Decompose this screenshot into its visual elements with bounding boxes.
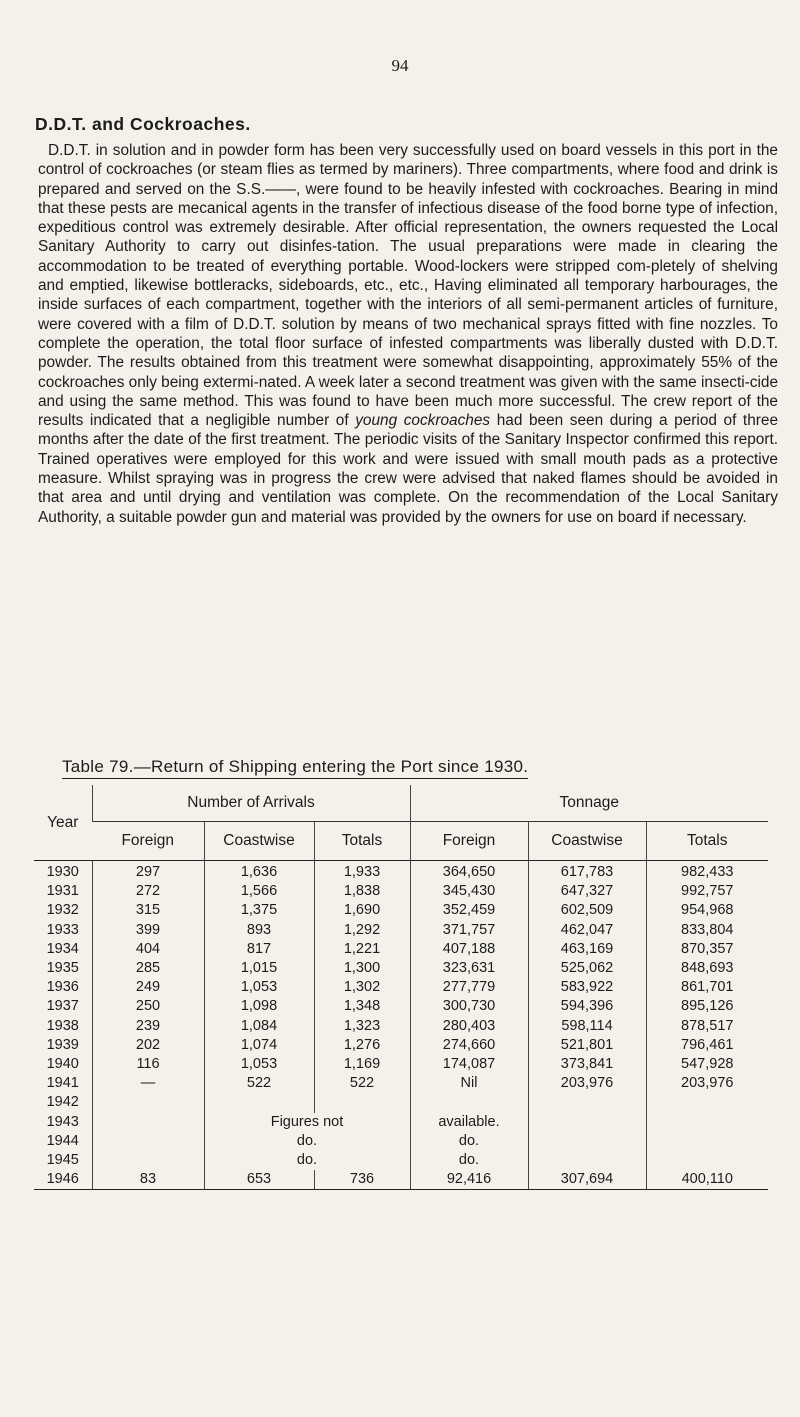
header-tonnage: Tonnage: [410, 785, 768, 822]
table-row: [34, 1093, 768, 1112]
cell-foreign-arrivals: 272: [92, 882, 204, 901]
cell-total-arrivals: 1,169: [314, 1055, 410, 1074]
cell-foreign-tonnage: 345,430: [410, 882, 528, 901]
cell-foreign-arrivals: 297: [92, 861, 204, 883]
table-row: [34, 959, 768, 978]
ditto-mark: do.: [410, 1132, 528, 1151]
ditto-mark: do.: [410, 1151, 528, 1170]
table-row: [34, 1113, 768, 1132]
cell-total-tonnage: 861,701: [646, 978, 768, 997]
cell-total-arrivals: 1,690: [314, 901, 410, 920]
cell-total-arrivals: 1,323: [314, 1017, 410, 1036]
table-row: [34, 997, 768, 1016]
paragraph-part-1: D.D.T. in solution and in powder form has been very successfully used on board vessels in this port in the control of cockroaches (or steam flies as termed by mariners). Three compartments, where food and drink is prepared and served on the S.S.——, were found to be heavily infested with cockroaches. Bearing in mind that these pests are mecanical agents in the transfer of infectious disease of the food borne type of infection, expeditious control was extremely desirable. After official representation, the owners requested the Local Sanitary Authority to carry out disinfes-tation. The usual preparations were made in clearing the accommodation to be treated of everything portable. Wood-lockers were stripped com-pletely of shelving and emptied, likewise bottleracks, sideboards, etc., etc., Having eliminated all temporary harbourages, the inside surfaces of each compartment, together with the interiors of all semi-permanent articles of furniture, were covered with a film of D.D.T. solution by means of two mechanical sprays fitted with fine nozzles. To complete the operation, the total floor surface of infested compartments was liberally dusted with D.D.T. powder. The results obtained from this treatment were somewhat disappointing, approximately 55% of the cockroaches only being extermi-nated. A week later a second treatment was given with the same insecti-cide and using the same method. This was found to have been much more successful. The crew report of the results indicated that a negligible number of: [38, 142, 778, 430]
cell-total-tonnage: 992,757: [646, 882, 768, 901]
cell-total-arrivals: 1,838: [314, 882, 410, 901]
cell-foreign-tonnage: Nil: [410, 1074, 528, 1093]
cell-coastwise-tonnage: 598,114: [528, 1017, 646, 1036]
cell-coastwise-tonnage: 307,694: [528, 1170, 646, 1190]
cell-year: 1933: [46, 921, 79, 938]
cell-year: 1930: [46, 864, 79, 880]
cell-foreign-arrivals: 404: [92, 940, 204, 959]
cell-year: 1931: [46, 883, 79, 900]
cell-coastwise-arrivals: 1,566: [204, 882, 314, 901]
cell-foreign-arrivals: 116: [92, 1055, 204, 1074]
figures-not-note: Figures not: [204, 1113, 410, 1132]
cell-coastwise-arrivals: 893: [204, 921, 314, 940]
cell-foreign-tonnage: 371,757: [410, 921, 528, 940]
cell-total-tonnage: 878,517: [646, 1017, 768, 1036]
cell-foreign-arrivals: 249: [92, 978, 204, 997]
cell-coastwise-arrivals: 1,053: [204, 1055, 314, 1074]
cell-coastwise-arrivals: 653: [204, 1170, 314, 1190]
cell-total-arrivals: 1,302: [314, 978, 410, 997]
cell-year: 1946: [34, 1170, 92, 1190]
table-row: [34, 861, 768, 883]
cell-coastwise-arrivals: 1,015: [204, 959, 314, 978]
cell-year: 1943: [46, 1113, 79, 1130]
header-arrivals-coastwise: Coastwise: [204, 822, 314, 861]
cell-foreign-tonnage: 364,650: [410, 861, 528, 883]
cell-foreign-arrivals: 285: [92, 959, 204, 978]
cell-total-arrivals: 1,292: [314, 921, 410, 940]
paragraph-italic: young cockroaches: [355, 412, 491, 430]
cell-coastwise-arrivals: 522: [204, 1074, 314, 1093]
cell-foreign-arrivals: 250: [92, 997, 204, 1016]
table-row: [34, 1055, 768, 1074]
cell-coastwise-tonnage: 594,396: [528, 997, 646, 1016]
cell-coastwise-tonnage: 617,783: [528, 861, 646, 883]
table-row: [34, 940, 768, 959]
cell-year: 1932: [46, 902, 79, 919]
header-arrivals: Number of Arrivals: [92, 785, 410, 822]
header-tonnage-totals: Totals: [646, 822, 768, 861]
cell-total-arrivals: 1,348: [314, 997, 410, 1016]
header-arrivals-foreign: Foreign: [92, 822, 204, 861]
cell-coastwise-tonnage: 583,922: [528, 978, 646, 997]
cell-foreign-arrivals: 202: [92, 1036, 204, 1055]
header-tonnage-coastwise: Coastwise: [528, 822, 646, 861]
cell-foreign-tonnage: 174,087: [410, 1055, 528, 1074]
cell-total-arrivals: 1,300: [314, 959, 410, 978]
cell-coastwise-arrivals: 1,636: [204, 861, 314, 883]
cell-total-tonnage: 870,357: [646, 940, 768, 959]
table-row: [34, 1036, 768, 1055]
cell-year: 1935: [46, 960, 79, 977]
cell-coastwise-tonnage: 525,062: [528, 959, 646, 978]
header-year: Year: [34, 785, 92, 861]
cell-foreign-arrivals: 399: [92, 921, 204, 940]
table-row: [34, 1074, 768, 1093]
cell-year: 1937: [46, 998, 79, 1015]
cell-foreign-tonnage: 300,730: [410, 997, 528, 1016]
table-title: Table 79.—Return of Shipping entering the Port since 1930.: [62, 757, 528, 779]
cell-total-arrivals: 736: [314, 1170, 410, 1190]
table-row: [34, 921, 768, 940]
body-paragraph: [38, 141, 778, 527]
cell-year: 1938: [46, 1017, 79, 1034]
cell-foreign-arrivals: —: [92, 1074, 204, 1093]
cell-year: 1940: [46, 1056, 79, 1073]
cell-coastwise-tonnage: 373,841: [528, 1055, 646, 1074]
ditto-mark: do.: [204, 1132, 410, 1151]
cell-coastwise-arrivals: 1,375: [204, 901, 314, 920]
cell-year: 1945: [46, 1152, 79, 1169]
cell-foreign-tonnage: 352,459: [410, 901, 528, 920]
table-row: [34, 1151, 768, 1170]
table-row: [34, 1017, 768, 1036]
cell-total-arrivals: 522: [314, 1074, 410, 1093]
header-arrivals-totals: Totals: [314, 822, 410, 861]
cell-total-tonnage: 400,110: [646, 1170, 768, 1190]
cell-coastwise-tonnage: 462,047: [528, 921, 646, 940]
cell-coastwise-arrivals: 817: [204, 940, 314, 959]
cell-total-tonnage: 954,968: [646, 901, 768, 920]
cell-coastwise-tonnage: 463,169: [528, 940, 646, 959]
paragraph-part-2: had been seen during a period of three months after the date of the first treatment. The periodic visits of the Sanitary Inspector confirmed this report. Trained operatives were employed for this work and were issued with small mouth pads as a protective measure. Whilst spraying was in progress the crew were advised that naked flames should be avoided in that area and until drying and ventilation was complete. On the recommendation of the Local Sanitary Authority, a suitable powder gun and material was provided by the owners for use on board if necessary.: [38, 412, 779, 526]
cell-year: 1941: [46, 1075, 79, 1092]
cell-foreign-tonnage: 92,416: [410, 1170, 528, 1190]
table-row: [34, 1170, 768, 1190]
cell-foreign-arrivals: 83: [92, 1170, 204, 1190]
page-number: 94: [391, 56, 409, 75]
table-row: [34, 1132, 768, 1151]
cell-year: 1934: [46, 940, 79, 957]
cell-total-arrivals: 1,276: [314, 1036, 410, 1055]
cell-total-tonnage: 895,126: [646, 997, 768, 1016]
cell-coastwise-tonnage: 203,976: [528, 1074, 646, 1093]
cell-total-tonnage: 833,804: [646, 921, 768, 940]
ditto-mark: do.: [204, 1151, 410, 1170]
cell-year: 1944: [46, 1132, 79, 1149]
section-heading: D.D.T. and Cockroaches.: [35, 114, 251, 134]
cell-foreign-tonnage: 274,660: [410, 1036, 528, 1055]
table-row: [34, 901, 768, 920]
cell-total-tonnage: 982,433: [646, 861, 768, 883]
cell-foreign-arrivals: 315: [92, 901, 204, 920]
cell-year: 1936: [46, 979, 79, 996]
cell-total-tonnage: 848,693: [646, 959, 768, 978]
cell-total-arrivals: 1,221: [314, 940, 410, 959]
cell-foreign-tonnage: 280,403: [410, 1017, 528, 1036]
cell-year: 1942: [46, 1094, 79, 1111]
table-row: [34, 978, 768, 997]
cell-year: 1939: [46, 1036, 79, 1053]
table-row: [34, 882, 768, 901]
cell-foreign-tonnage: 323,631: [410, 959, 528, 978]
cell-coastwise-arrivals: 1,084: [204, 1017, 314, 1036]
cell-coastwise-arrivals: 1,098: [204, 997, 314, 1016]
available-note: available.: [410, 1113, 528, 1132]
cell-foreign-arrivals: 239: [92, 1017, 204, 1036]
cell-coastwise-tonnage: 602,509: [528, 901, 646, 920]
cell-coastwise-arrivals: 1,074: [204, 1036, 314, 1055]
cell-total-tonnage: 547,928: [646, 1055, 768, 1074]
cell-total-arrivals: 1,933: [314, 861, 410, 883]
cell-coastwise-tonnage: 647,327: [528, 882, 646, 901]
header-tonnage-foreign: Foreign: [410, 822, 528, 861]
cell-foreign-tonnage: 407,188: [410, 940, 528, 959]
cell-coastwise-arrivals: 1,053: [204, 978, 314, 997]
cell-coastwise-tonnage: 521,801: [528, 1036, 646, 1055]
shipping-table: [34, 785, 768, 1190]
cell-total-tonnage: 203,976: [646, 1074, 768, 1093]
cell-total-tonnage: 796,461: [646, 1036, 768, 1055]
cell-foreign-tonnage: 277,779: [410, 978, 528, 997]
